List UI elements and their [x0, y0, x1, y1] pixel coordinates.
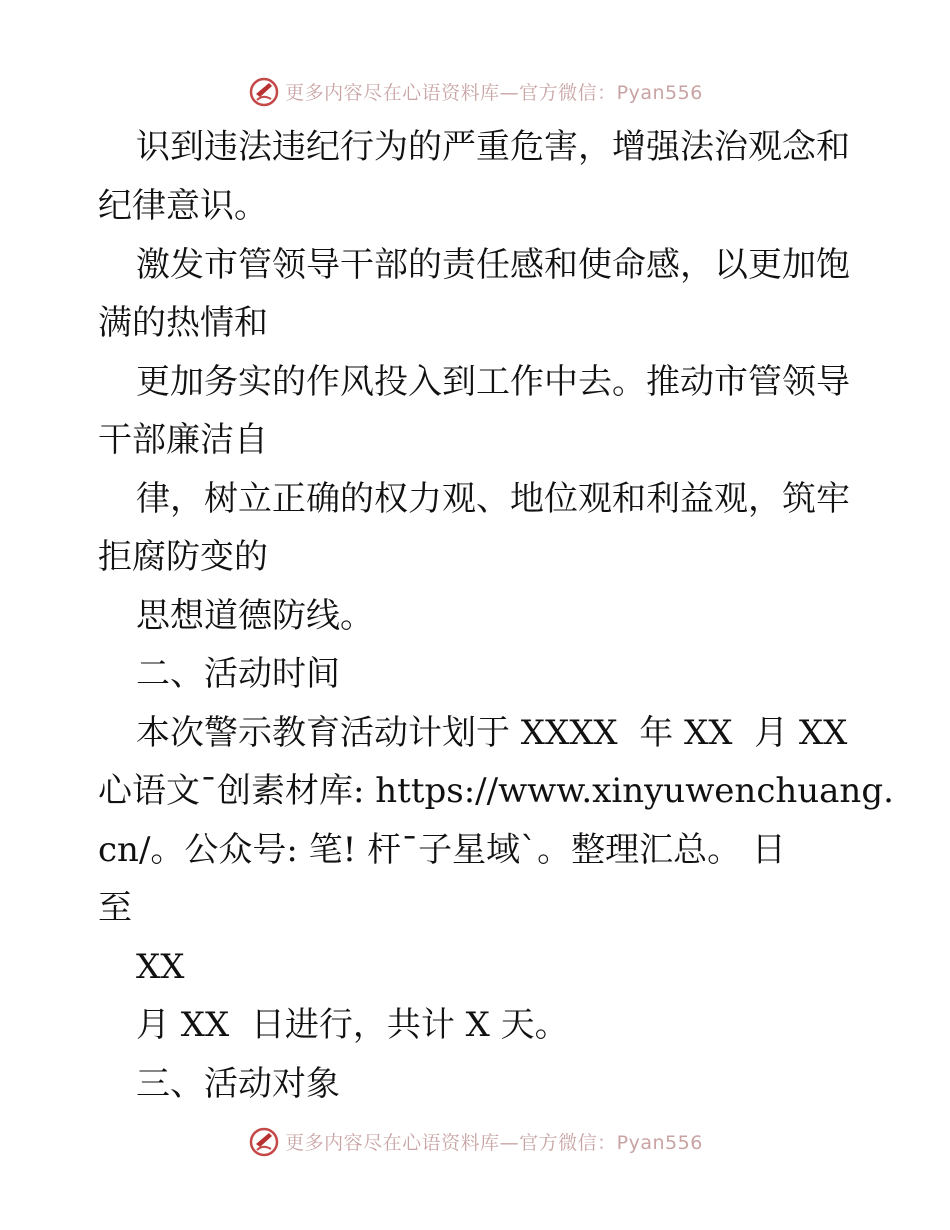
- brand-logo-icon: [247, 1124, 281, 1158]
- footer-banner: [0, 1121, 950, 1161]
- body-line: 更加务实的作风投入到工作中去。推动市管领导: [136, 362, 850, 402]
- body-line: XX: [136, 947, 185, 987]
- body-line: 干部廉洁自: [98, 420, 268, 460]
- body-line: 律，树立正确的权力观、地位观和利益观，筑牢: [136, 479, 850, 519]
- body-line: 拒腐防变的: [98, 537, 268, 577]
- section-heading: 三、活动对象: [136, 1064, 340, 1104]
- body-line: 识到违法违纪行为的严重危害，增强法治观念和: [136, 127, 850, 167]
- header-banner-text: 更多内容尽在心语资料库—官方微信：Pyan556: [285, 81, 703, 104]
- body-line: 本次警示教育活动计划于 XXXX 年 XX 月 XX: [136, 713, 848, 753]
- body-line: 纪律意识。: [98, 186, 268, 226]
- body-line: 思想道德防线。: [136, 596, 374, 636]
- body-line: 满的热情和: [98, 303, 268, 343]
- section-heading: 二、活动时间: [136, 654, 340, 694]
- body-line: 激发市管领导干部的责任感和使命感，以更加饱: [136, 245, 850, 285]
- body-line: cn/。公众号: 笔! 杆¯子星域`。整理汇总。 日: [98, 830, 786, 870]
- body-line: 至: [98, 888, 132, 928]
- body-line: 心语文¯创素材库: https://www.xinyuwenchuang.: [98, 771, 894, 811]
- footer-banner-text: 更多内容尽在心语资料库—官方微信：Pyan556: [285, 1131, 703, 1154]
- body-line: 月 XX 日进行，共计 X 天。: [136, 1005, 569, 1045]
